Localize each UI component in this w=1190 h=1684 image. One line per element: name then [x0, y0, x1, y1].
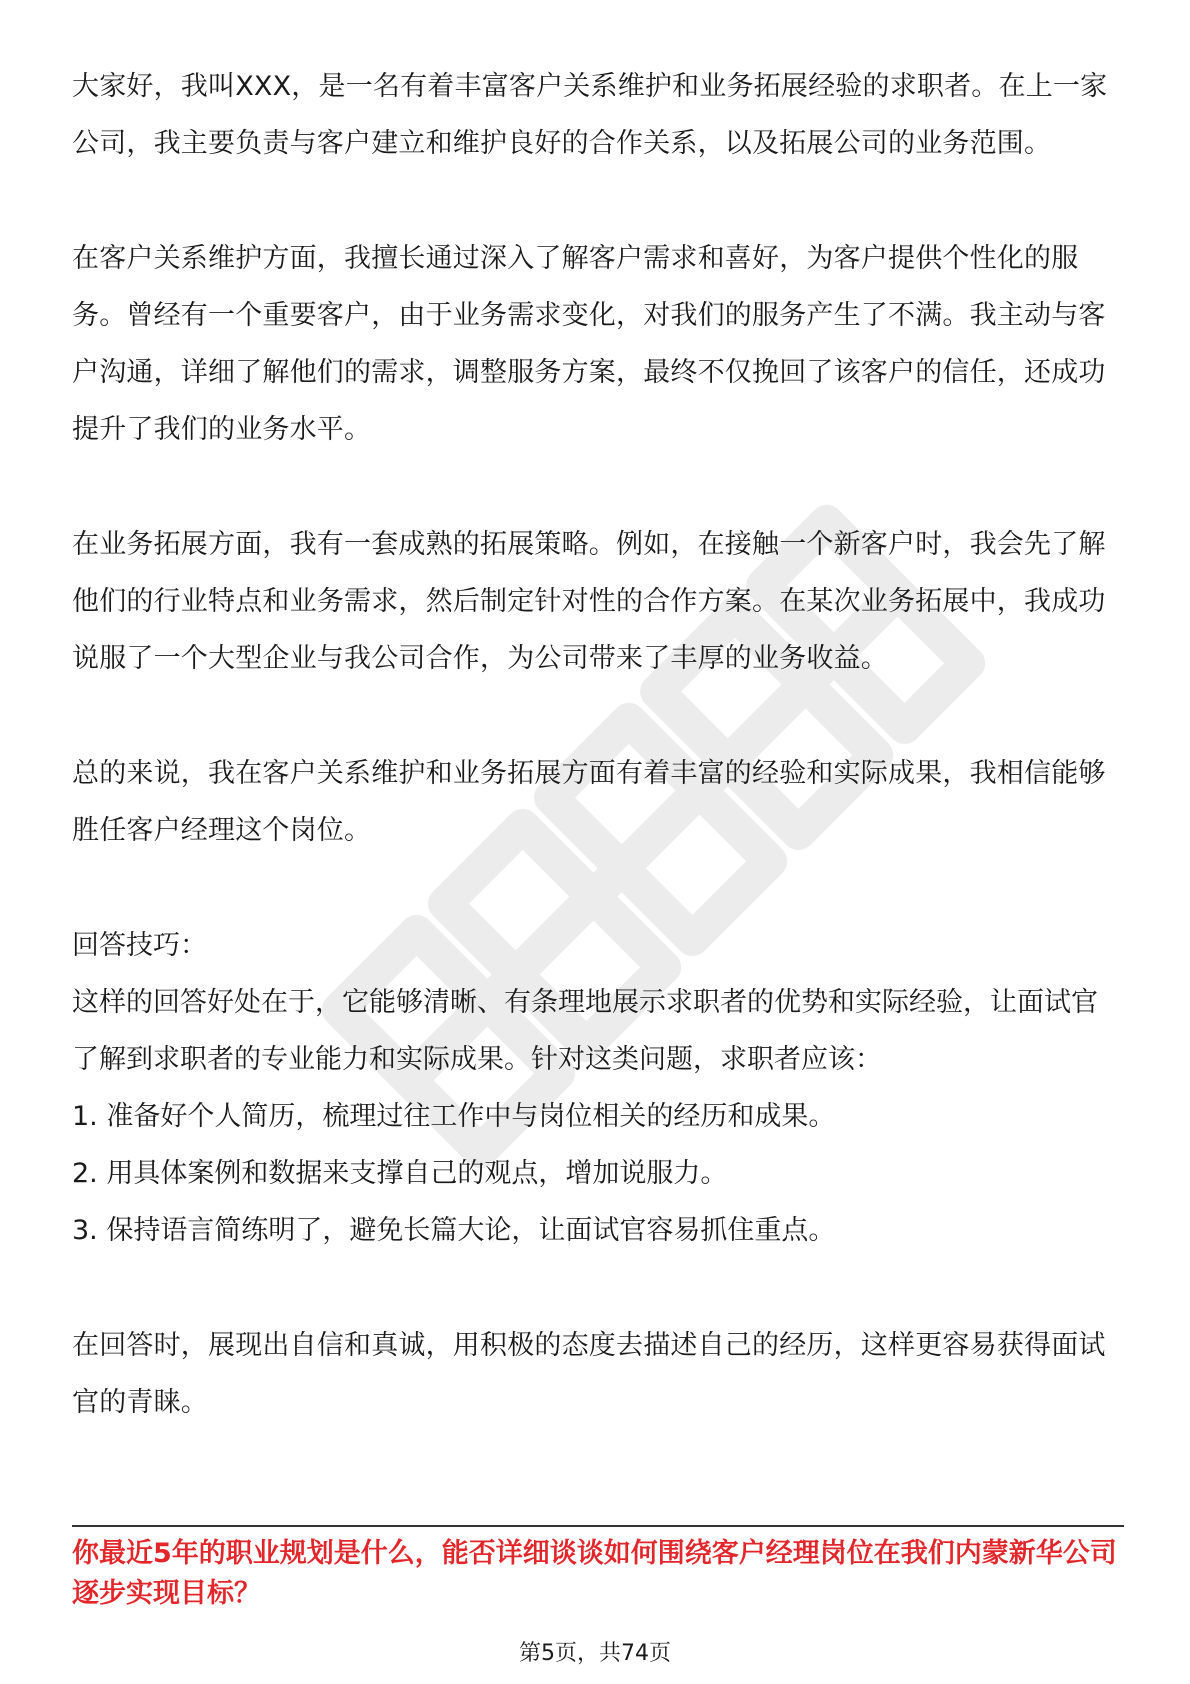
tips-heading: 回答技巧： [72, 930, 207, 961]
tips-item: 1. 准备好个人简历，梳理过往工作中与岗位相关的经历和成果。 [72, 1101, 836, 1132]
paragraph-client-relations: 在客户关系维护方面，我擅长通过深入了解客户需求和喜好，为客户提供个性化的服务。曾经有一个重要客户，由于业务需求变化，对我们的服务产生了不满。我主动与客户沟通，详细了解他们的需求，调整服务方案，最终不仅挽回了该客户的信任，还成功提升了我们的业务水平。 [72, 243, 1106, 445]
paragraph-intro: 大家好，我叫XXX，是一名有着丰富客户关系维护和业务拓展经验的求职者。在上一家公司，我主要负责与客户建立和维护良好的合作关系，以及拓展公司的业务范围。 [72, 71, 1108, 159]
document-body [72, 58, 1124, 1489]
section-divider [72, 1525, 1124, 1527]
page-number: 第5页，共74页 [519, 1641, 671, 1666]
tips-item: 3. 保持语言简练明了，避免长篇大论，让面试官容易抓住重点。 [72, 1215, 836, 1246]
paragraph-closing: 在回答时，展现出自信和真诚，用积极的态度去描述自己的经历，这样更容易获得面试官的青睐。 [72, 1330, 1106, 1418]
paragraph-business-expansion: 在业务拓展方面，我有一套成熟的拓展策略。例如，在接触一个新客户时，我会先了解他们的行业特点和业务需求，然后制定针对性的合作方案。在某次业务拓展中，我成功说服了一个大型企业与我公司合作，为公司带来了丰厚的业务收益。 [72, 529, 1106, 674]
tips-item: 2. 用具体案例和数据来支撑自己的观点，增加说服力。 [72, 1158, 728, 1189]
next-question-heading: 你最近5年的职业规划是什么，能否详细谈谈如何围绕客户经理岗位在我们内蒙新华公司逐步实现目标？ [72, 1538, 1117, 1609]
answer-tips-section [72, 917, 1124, 1259]
paragraph-summary: 总的来说，我在客户关系维护和业务拓展方面有着丰富的经验和实际成果，我相信能够胜任客户经理这个岗位。 [72, 758, 1106, 846]
tips-intro: 这样的回答好处在于，它能够清晰、有条理地展示求职者的优势和实际经验，让面试官了解到求职者的专业能力和实际成果。针对这类问题，求职者应该： [72, 987, 1098, 1075]
